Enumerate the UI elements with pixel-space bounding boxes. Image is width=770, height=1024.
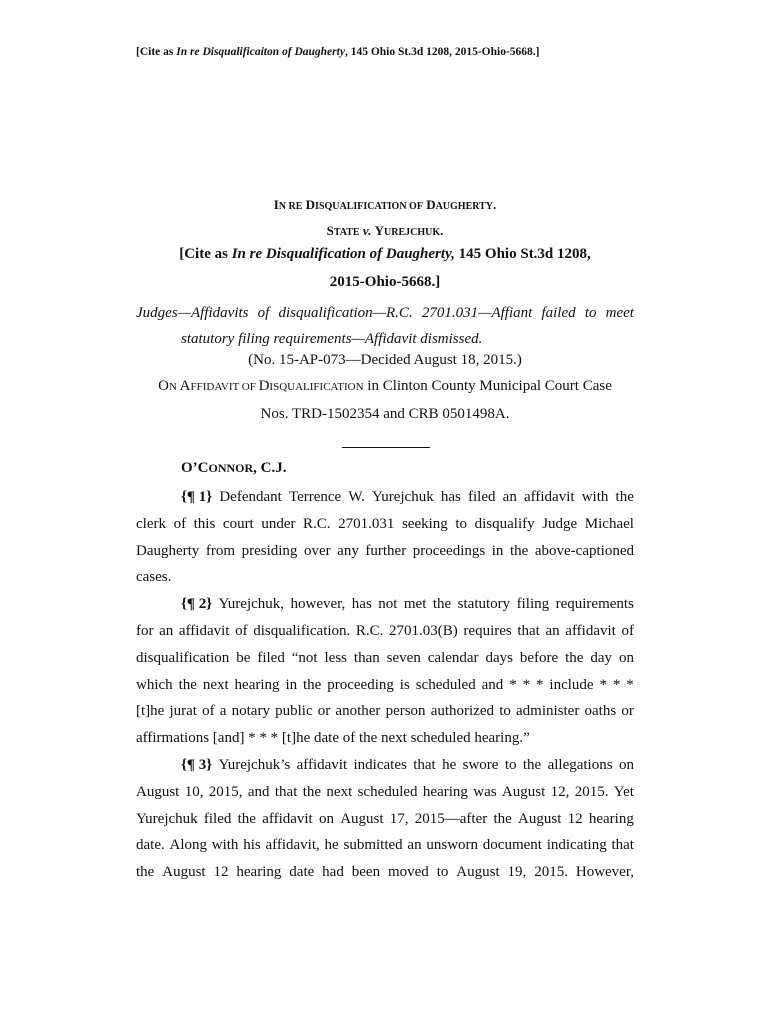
word: the [237,810,256,827]
word: 19, [507,864,527,881]
word: on [318,810,334,827]
word: unsworn [426,837,479,854]
word: has [351,596,372,613]
word: disqualify [474,515,535,532]
word: less [324,649,347,666]
word: with [211,837,239,854]
word: * [536,676,544,693]
word: [t]he [136,703,165,720]
word: that [611,837,634,854]
word: indicates [353,756,407,773]
word: an [159,622,174,639]
word: affidavit [178,622,230,639]
paragraph-number: {¶ 1} [181,489,213,505]
word: swore [462,756,499,773]
word: any [337,542,359,559]
word: Daugherty [136,542,200,559]
citation-line-1: [Cite as In re Disqualification of Daugherty, 145 Ohio St.3d 1208, [179,246,591,262]
word: than [353,649,380,666]
word: however, [290,596,346,613]
affidavit-line-1: ON AFFIDAVIT OF DISQUALIFICATION in Clinton County Municipal Court Case [158,378,612,394]
word: person [385,703,426,720]
word: Judge [542,515,578,532]
word: day [590,649,613,666]
word: the [136,864,155,881]
word: include [549,676,594,693]
word: affidavit, [265,837,320,854]
word: an [545,622,560,639]
word: authorized [430,703,495,720]
paragraph-3-line-4 [136,832,634,859]
word: next [326,783,353,800]
word: requires [463,622,512,639]
running-header-citation [136,46,636,58]
word: presiding [241,542,298,559]
word: “not [291,649,318,666]
word: affidavit [524,489,575,505]
word: he [324,837,339,854]
word: the [522,756,542,773]
word: above-captioned [534,542,634,559]
word: filed [468,489,496,505]
word: Terrence [288,489,342,505]
paragraph-3-line-1 [136,752,634,779]
word: August [456,864,500,881]
word: the [178,676,197,693]
word: jurat [169,703,197,720]
word: an [407,837,422,854]
word: the [509,542,529,559]
word: Yurejchuk, [218,596,285,613]
word: Defendant [219,489,282,505]
affidavit-line-2: Nos. TRD-1502354 and CRB 0501498A. [260,406,510,422]
paragraph-1-line-2 [136,511,634,538]
word: indicating [546,837,607,854]
word: filed [203,810,232,827]
word: 10, [184,783,204,800]
paragraph-number: {¶ 3} [181,756,213,773]
word: * [509,676,517,693]
syllabus [136,300,634,352]
word: 17, [389,810,409,827]
word: this [193,515,216,532]
header-cite-close: , 145 Ohio St.3d 1208, 2015-Ohio-5668.] [344,46,540,58]
word: seven [386,649,421,666]
word: August [136,783,180,800]
word: Yurejchuk’s [218,756,291,773]
word: 12 [567,810,583,827]
word: from [205,542,236,559]
word: of [235,622,248,639]
word: his [243,837,261,854]
word: 2015, [208,783,243,800]
word: and [481,676,504,693]
case-subtitle: STATE v. YUREJCHUK. [326,223,444,238]
word: on [618,756,634,773]
word: Along [169,837,207,854]
word: which [136,676,173,693]
word: * [522,676,531,693]
word: 2701.031 [338,515,395,532]
word: date [289,864,315,881]
word: to [436,864,449,881]
word: on [618,649,634,666]
word: not [378,596,398,613]
word: next [202,676,229,693]
word: Yurejchuk [372,489,434,505]
word: further [365,542,407,559]
word: affidavit [262,810,313,827]
word: Michael [584,515,634,532]
word: * [626,676,634,693]
paragraph-2-line-3 [136,645,634,672]
paragraph-1-line-3 [136,538,634,565]
paragraph-2-line-1 [136,591,634,618]
separator-rule [342,447,430,448]
word: notary [231,703,270,720]
word: be [236,649,251,666]
word: another [335,703,381,720]
word: document [482,837,542,854]
header-cite-open: [Cite as [136,46,177,58]
case-number: (No. 15-AP-073—Decided August 18, 2015.) [248,352,522,368]
word: the [302,783,322,800]
word: had [322,864,344,881]
word: August [340,810,384,827]
word: hearing [588,810,634,827]
word: or [621,703,634,720]
word: in [285,676,298,693]
word: met [403,596,427,613]
paragraph-2-line-6: affirmations [and] * * * [t]he date of the next scheduled hearing.” [136,730,530,747]
word: hearing [236,864,282,881]
opinion-body [136,484,634,886]
paragraph-2-line-4 [136,672,634,699]
word: of [173,515,187,532]
word: 2015—after [414,810,488,827]
word: an [502,489,517,505]
word: 2015. [574,783,609,800]
word: with [581,489,609,505]
word: the [432,596,452,613]
word: for [136,622,154,639]
word: requirements [555,596,634,613]
word: scheduled [357,783,418,800]
word: hearing [234,676,280,693]
word: and [247,783,270,800]
word: * [612,676,621,693]
word: in [491,542,504,559]
word: administer [516,703,580,720]
word: before [519,649,559,666]
header-cite-case-name: In re Disqualificaiton of Daugherty [176,46,345,58]
paragraph-1-line-4: cases. [136,569,172,586]
word: to [504,756,517,773]
word: of [202,703,215,720]
word: has [440,489,461,505]
word: submitted [343,837,403,854]
word: to [455,515,468,532]
word: 2015. [534,864,568,881]
word: been [351,864,381,881]
word: or [317,703,331,720]
paragraph-3-line-2 [136,779,634,806]
word: However, [575,864,634,881]
paragraph-2-line-5 [136,698,634,725]
word: affidavit [296,756,348,773]
syllabus-line-2: statutory filing requirements—Affidavit dismissed. [181,331,483,347]
word: the [615,489,634,505]
word: proceeding [327,676,394,693]
paragraph-1-line-1 [136,484,634,511]
word: under [261,515,296,532]
citation-line-2: 2015-Ohio-5668.] [329,274,441,290]
word: was [473,783,497,800]
word: over [303,542,331,559]
word: clerk [136,515,166,532]
word: R.C. [355,622,384,639]
word: allegations [547,756,613,773]
word: days [485,649,513,666]
word: disqualification. [253,622,351,639]
word: oaths [584,703,617,720]
word: that [517,622,540,639]
word: August [501,783,546,800]
word: August [518,810,562,827]
paragraph-3-line-3 [136,806,634,833]
paragraph-3-line-5 [136,859,634,886]
word: that [274,783,298,800]
word: date. [136,837,165,854]
word: hearing [422,783,468,800]
word: 12, [550,783,570,800]
word: W. [348,489,365,505]
word: that [413,756,436,773]
word: of [621,622,634,639]
word: * [599,676,607,693]
word: scheduled [415,676,476,693]
word: 12 [213,864,229,881]
word: proceedings [412,542,486,559]
word: R.C. [303,515,331,532]
word: is [399,676,410,693]
word: Yet [613,783,634,800]
syllabus-line-1: Judges—Affidavits of disqualification—R.C. 2701.031—Affiant failed to meet [136,305,634,321]
word: to [499,703,511,720]
word: August [162,864,206,881]
word: statutory [457,596,511,613]
word: the [493,810,512,827]
word: moved [387,864,429,881]
word: the [565,649,584,666]
word: he [442,756,457,773]
word: 2701.03(B) [389,622,458,639]
word: affidavit [565,622,616,639]
word: the [303,676,322,693]
paragraph-number: {¶ 2} [181,596,213,613]
word: public [275,703,313,720]
word: disqualification [136,649,230,666]
opinion-author: O’CONNOR, C.J. [181,460,287,476]
word: calendar [427,649,479,666]
word: Yurejchuk [136,810,198,827]
word: a [219,703,227,720]
case-title: IN RE DISQUALIFICATION OF DAUGHERTY. [273,197,497,212]
word: court [222,515,254,532]
paragraph-2-line-2 [136,618,634,645]
word: filed [257,649,285,666]
word: seeking [401,515,448,532]
word: filing [516,596,550,613]
